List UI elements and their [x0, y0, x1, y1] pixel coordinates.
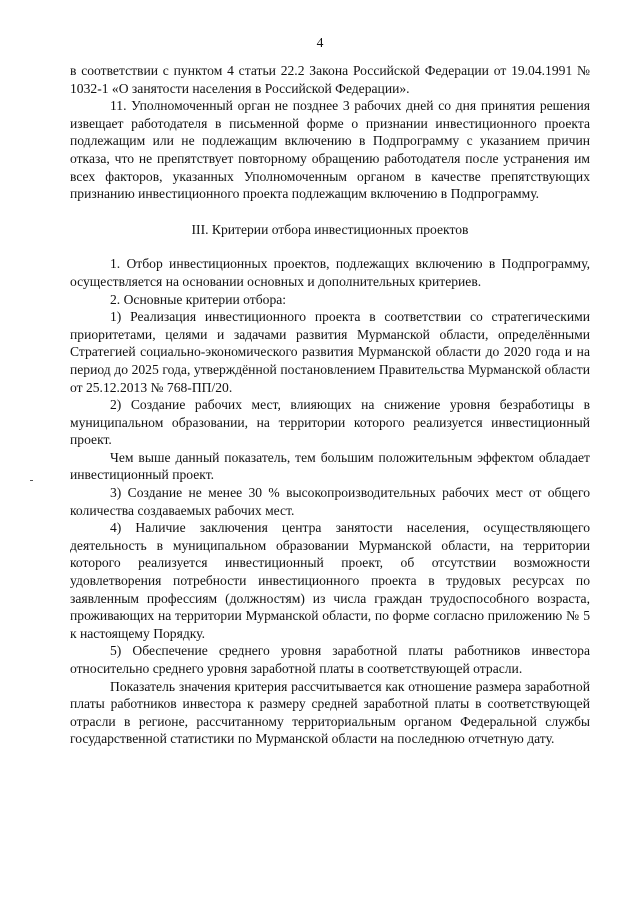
paragraph-criterion-2-note: Чем выше данный показатель, тем большим положительным эффектом обладает инвестиционный проект. [70, 449, 590, 483]
paragraph-item-11: 11. Уполномоченный орган не позднее 3 рабочих дней со дня принятия решения извещает работодателя в письменной форме о признании инвестиционного проекта подлежащим или не подлежащим включению в Подпрограмму с указанием причин отказа, что не препятствует повторному обращению работодателя после устранения им всех факторов, указанных Уполномоченным органом в качестве препятствующих признанию инвестиционного проекта подлежащим включению в Подпрограмму. [70, 98, 590, 202]
section-heading: III. Критерии отбора инвестиционных проектов [191, 221, 469, 237]
paragraph-criterion-3: 3) Создание не менее 30 % высокопроизводительных рабочих мест от общего количества создаваемых рабочих мест. [70, 485, 590, 518]
spacer [70, 238, 590, 255]
document-body [70, 62, 590, 748]
paragraph-criterion-5: 5) Обеспечение среднего уровня заработной платы работников инвестора относительно среднего уровня заработной платы в соответствующей отрасли. [70, 643, 590, 676]
paragraph-criterion-2: 2) Создание рабочих мест, влияющих на снижение уровня безработицы в муниципальном образовании, на территории которого реализуется инвестиционный проект. [70, 397, 590, 448]
paragraph-criteria-1: 1. Отбор инвестиционных проектов, подлежащих включению в Подпрограмму, осуществляется на основании основных и дополнительных критериев. [70, 256, 590, 289]
page-number: 4 [316, 35, 324, 50]
paragraph-criterion-4: 4) Наличие заключения центра занятости населения, осуществляющего деятельность в муниципальном образовании Мурманской области, на территории которого реализуется инвестиционный проект, об отсутствии возможности удовлетворения потребности инвестиционного проекта в трудовых ресурсах по заявленным профессиям (должностям) из числа граждан трудоспособного возраста, проживающих на территории Мурманской области, по форме согласно приложению № 5 к настоящему Порядку. [70, 520, 590, 641]
paragraph-criterion-5-note: Показатель значения критерия рассчитывается как отношение размера заработной платы работников инвестора к размеру средней заработной платы в соответствующей отрасли в регионе, рассчитанному территориальным органом Федеральной службы государственной статистики по Мурманской области на последнюю отчетную дату. [70, 678, 590, 747]
scan-artifact-mark [30, 480, 33, 481]
paragraph-criteria-2: 2. Основные критерии отбора: [110, 291, 287, 307]
paragraph-criterion-1: 1) Реализация инвестиционного проекта в соответствии со стратегическими приоритетами, целями и задачами развития Мурманской области, определёнными Стратегией социально-экономического развития Мурманской области до 2020 года и на период до 2025 года, утверждённой постановлением Правительства Мурманской области от 25.12.2013 № 768-ПП/20. [70, 309, 590, 395]
spacer [70, 203, 590, 221]
paragraph-law-reference: в соответствии с пунктом 4 статьи 22.2 Закона Российской Федерации от 19.04.1991 № 1032-1 «О занятости населения в Российской Федерации». [70, 63, 590, 96]
